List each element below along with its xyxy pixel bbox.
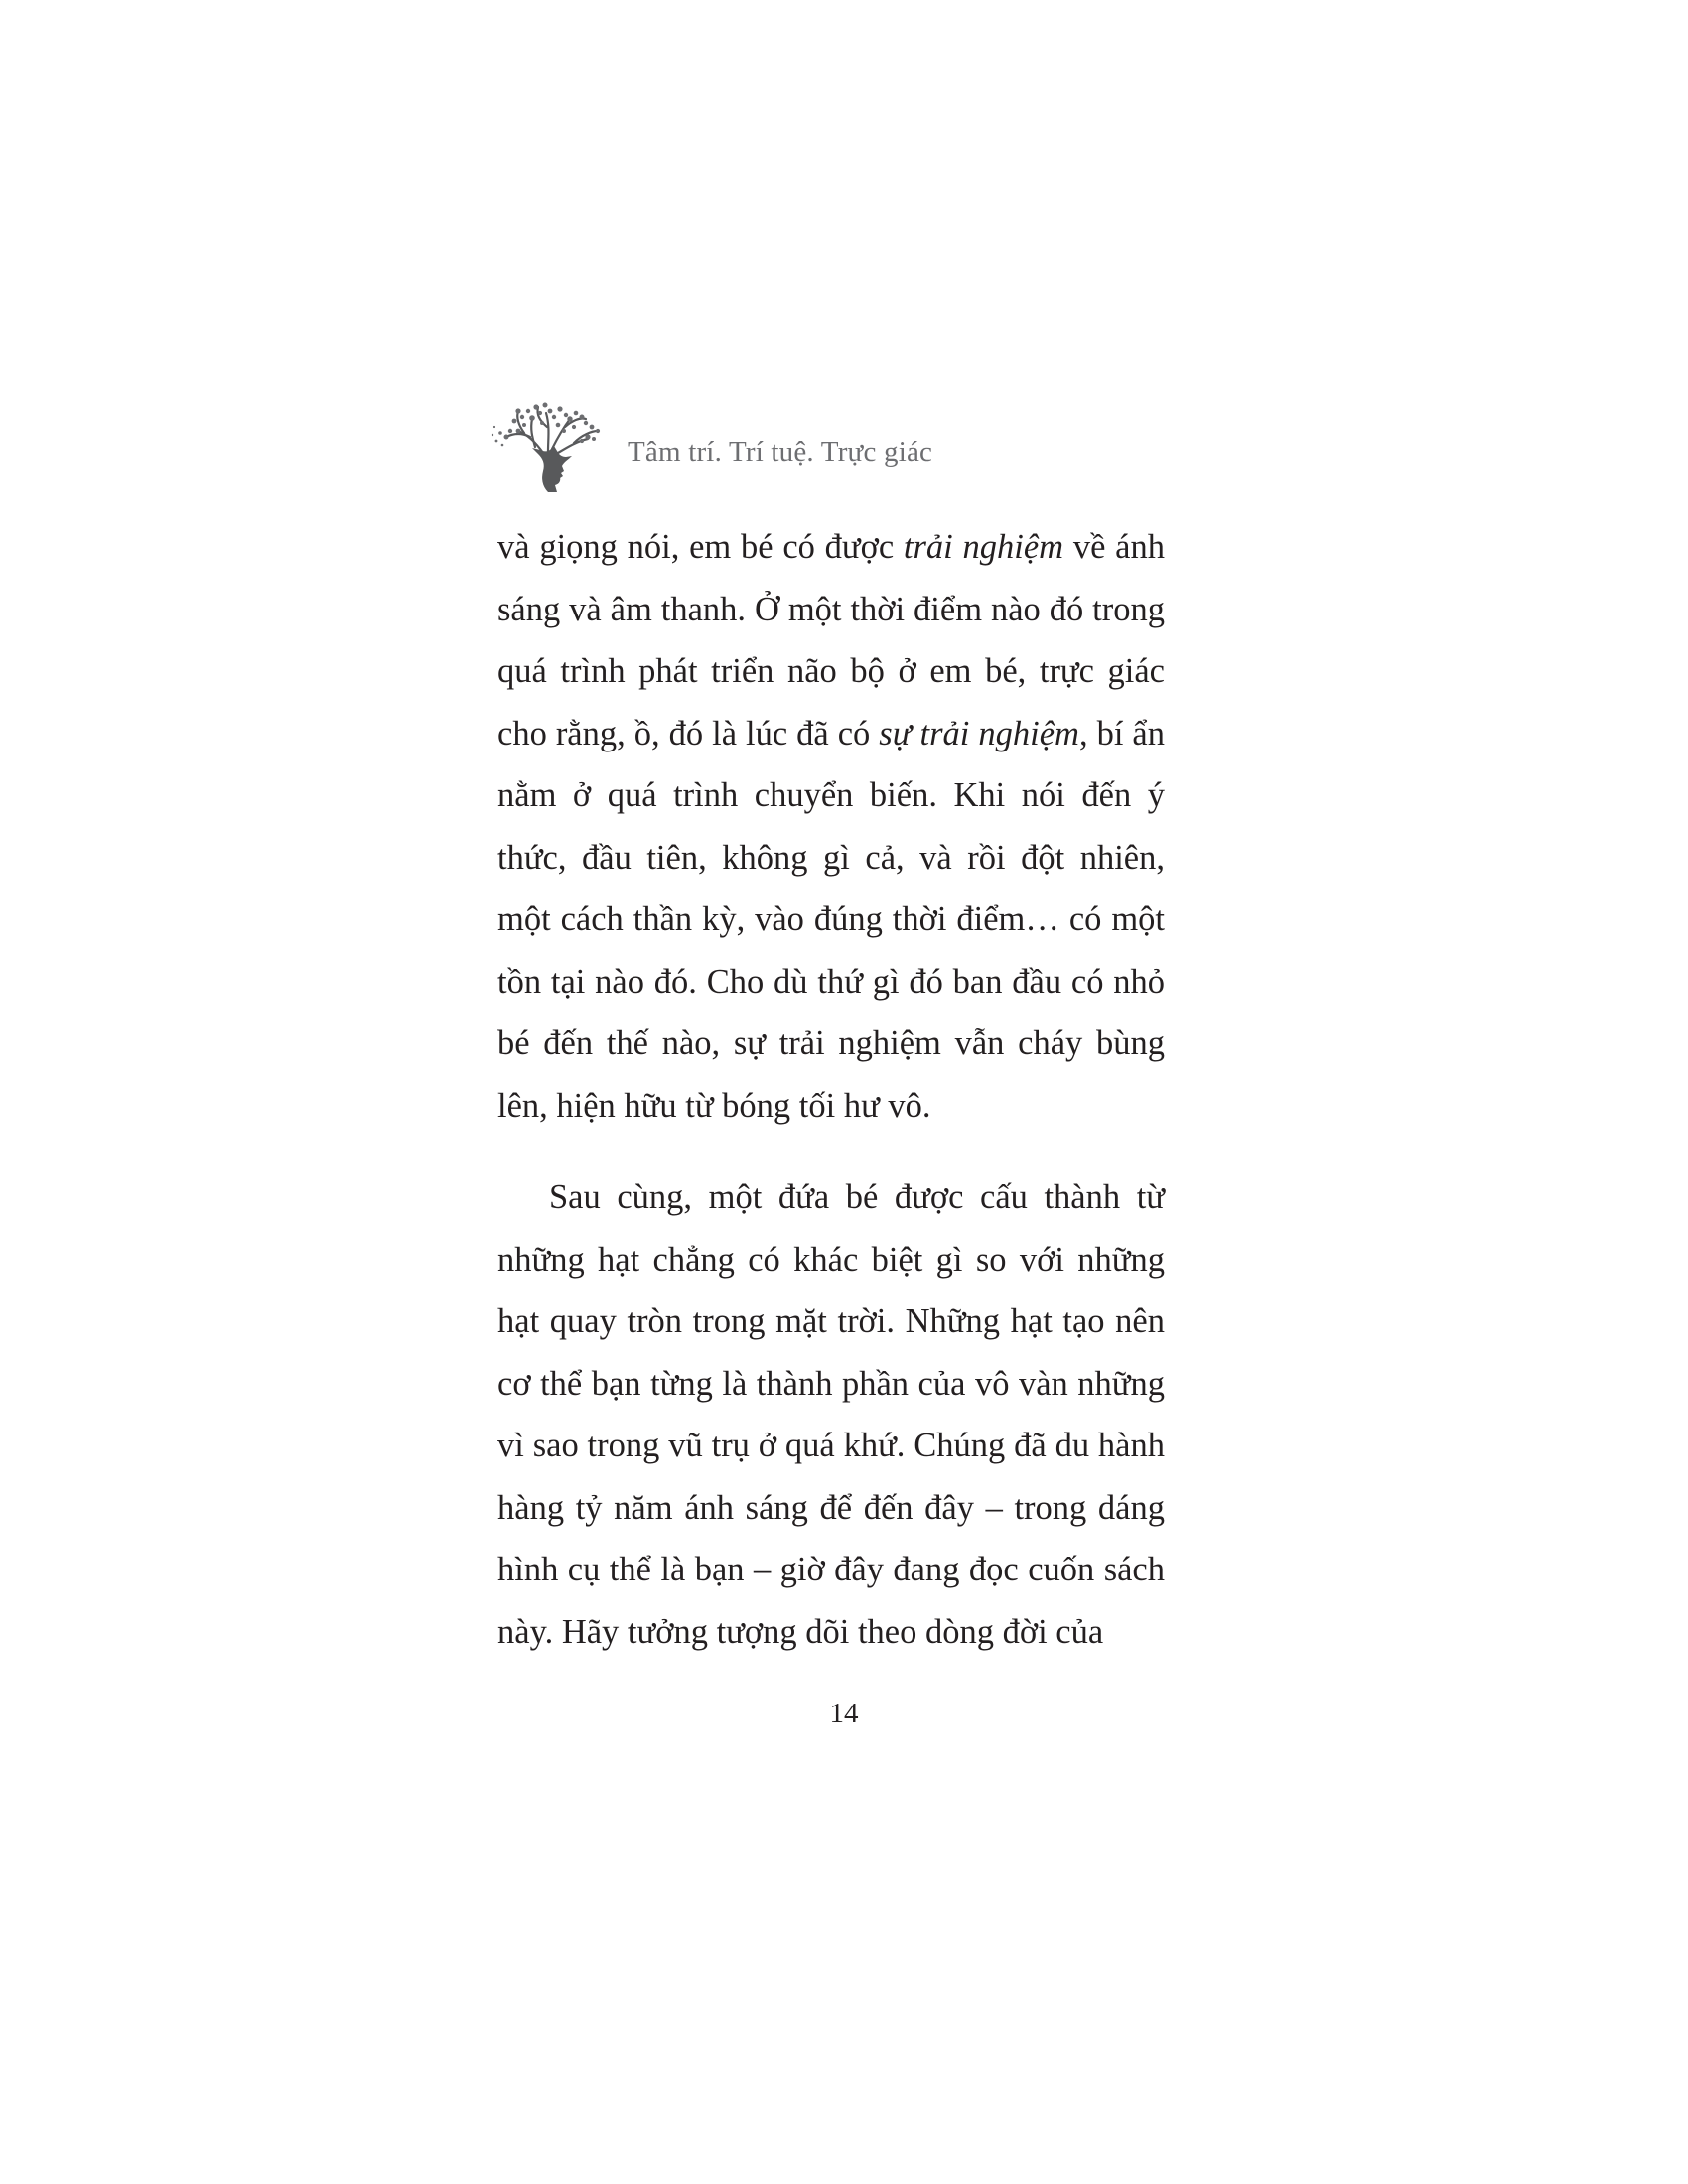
- body-text: [497, 516, 1165, 1663]
- paragraph: [497, 1166, 1165, 1663]
- page-number: 14: [829, 1698, 859, 1729]
- text-segment: Sau cùng, một đứa bé được cấu thành từ những hạt chẳng có khác biệt gì so với những hạt quay tròn trong mặt trời. Những hạt tạo nên cơ thể bạn từng là thành phần của vô vàn những vì sao trong vũ trụ ở quá khứ. Chúng đã du hành hàng tỷ năm ánh sáng để đến đây – trong dáng hình cụ thể là bạn – giờ đây đang đọc cuốn sách này. Hãy tưởng tượng dõi theo dòng đời của: [497, 1178, 1165, 1651]
- text-segment: về ánh sáng và âm thanh. Ở một thời điểm nào đó trong quá trình phát triển não bộ ở em bé, trực giác cho rằng, ồ, đó là lúc đã có: [497, 528, 1165, 752]
- running-header-title: Tâm trí. Trí tuệ. Trực giác: [628, 435, 933, 468]
- italic-segment: trải nghiệm: [903, 528, 1064, 566]
- running-header: [489, 397, 932, 496]
- italic-segment: sự trải nghiệm: [879, 714, 1079, 752]
- tree-head-icon: [489, 397, 606, 496]
- paragraph: [497, 516, 1165, 1137]
- text-segment: và giọng nói, em bé có được: [497, 528, 904, 566]
- text-segment: , bí ẩn nằm ở quá trình chuyển biến. Khi nói đến ý thức, đầu tiên, không gì cả, và rồi đột nhiên, một cách thần kỳ, vào đúng thời điểm… có một tồn tại nào đó. Cho dù thứ gì đó ban đầu có nhỏ bé đến thế nào, sự trải nghiệm vẫn cháy bùng lên, hiện hữu từ bóng tối hư vô.: [497, 714, 1165, 1125]
